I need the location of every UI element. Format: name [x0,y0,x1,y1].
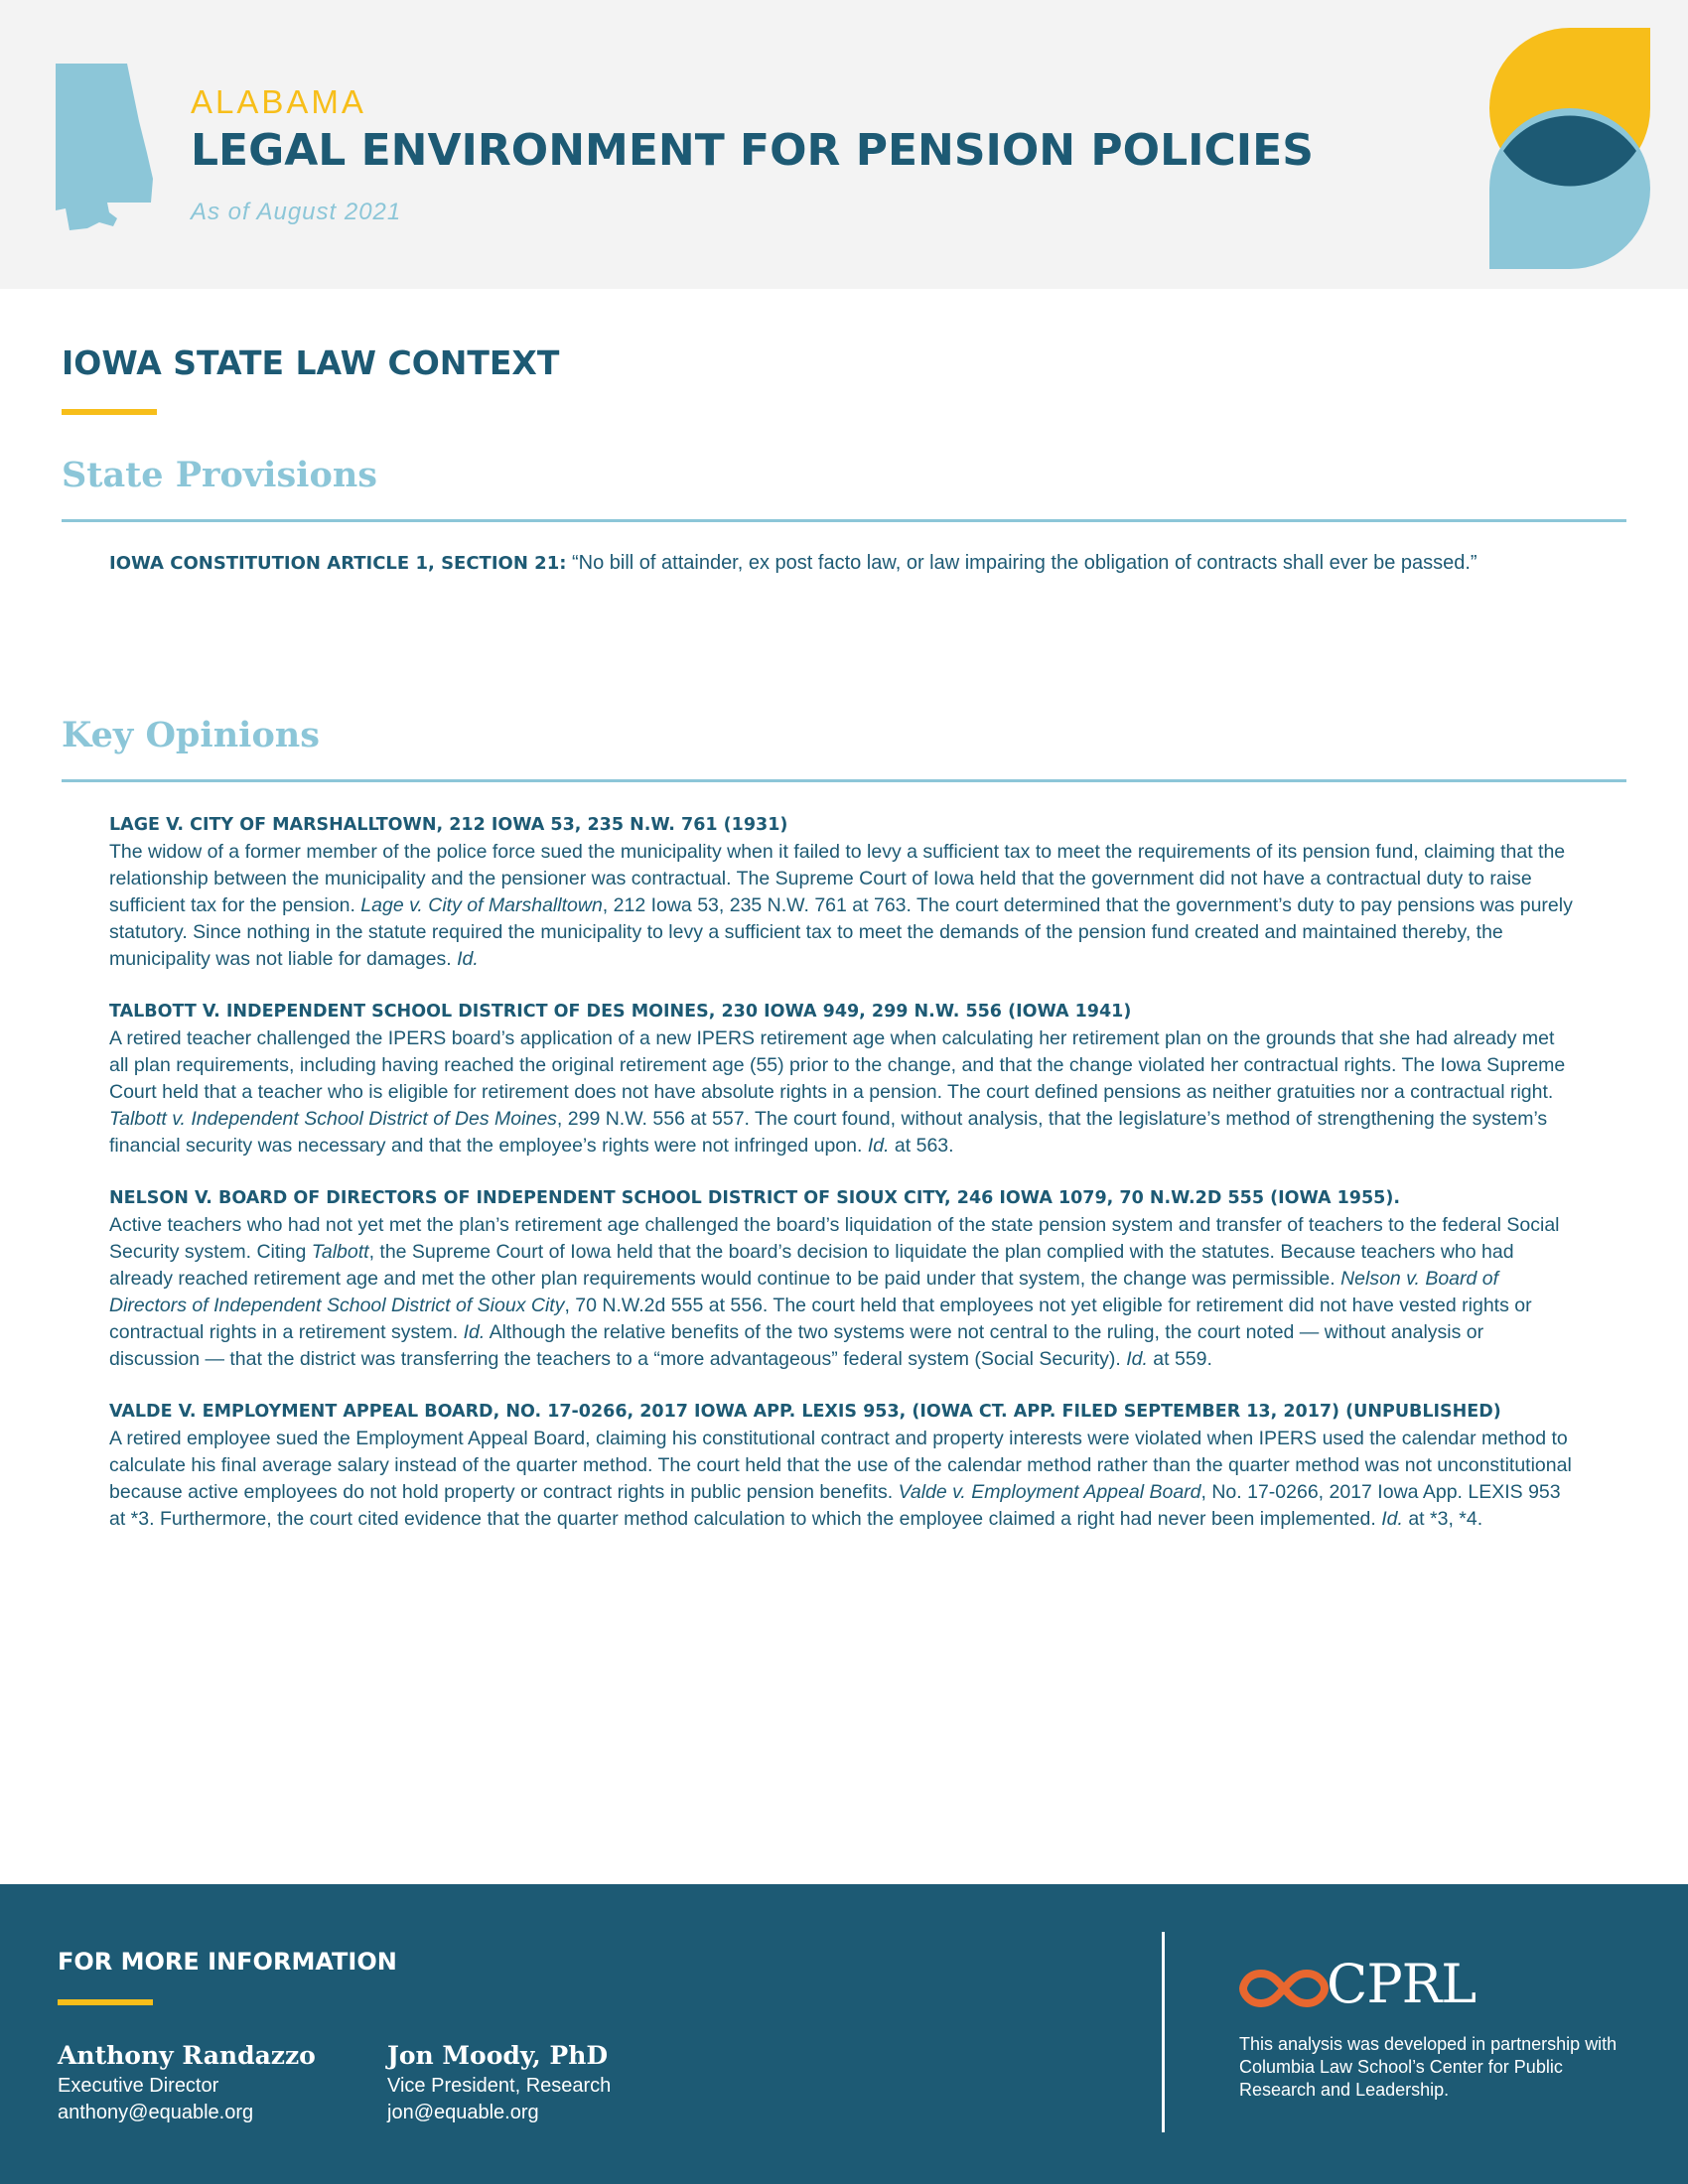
provision-text: “No bill of attainder, ex post facto law, or law impairing the obligation of contracts shall ever be passed.” [571,552,1477,574]
body-text: at 563. [889,1135,954,1157]
footer-divider [1162,1932,1165,2132]
citation-text: Id. [1381,1508,1403,1530]
key-opinions-divider [62,779,1626,782]
body-text: Although the relative benefits of the two systems were not central to the ruling, the court noted — without analysis or discussion — that the district was transferring the teachers to a “more advantageous” federal system (Social Security). [109,1321,1484,1370]
opinion-title: LAGE V. CITY OF MARSHALLTOWN, 212 IOWA 53, 235 N.W. 761 (1931) [109,815,788,835]
body-text: at *3, *4. [1402,1508,1483,1530]
state-provisions-heading: State Provisions [62,455,377,495]
contact-name: Jon Moody, PhD [387,2041,609,2070]
citation-text: Id. [1126,1348,1148,1370]
citation-text: Id. [457,948,479,970]
provision-label: IOWA CONSTITUTION ARTICLE 1, SECTION 21: [109,553,567,574]
body-text: , No. 17-0266, 2017 Iowa App. LEXIS 953 at *3. Furthermore, the court cited evidence that the quarter method calculation to which the employee claimed a right had never been implemented. [109,1481,1561,1530]
key-opinions-heading: Key Opinions [62,715,320,755]
opinion-item [109,812,1579,973]
as-of-date: As of August 2021 [191,199,402,225]
opinion-title: NELSON V. BOARD OF DIRECTORS OF INDEPENDENT SCHOOL DISTRICT OF SIOUX CITY, 246 IOWA 1079, 70 N.W.2D 555 (IOWA 1955). [109,1188,1400,1208]
citation-text: Lage v. City of Marshalltown [360,894,603,916]
opinion-item [109,1185,1579,1373]
contact-email[interactable]: anthony@equable.org [58,2102,254,2123]
state-name: ALABAMA [191,83,366,120]
citation-text: Talbott v. Independent School District of Des Moines [109,1108,557,1130]
citation-text: Nelson v. Board of Directors of Independent School District of Sioux City [109,1268,1499,1316]
footer-title: FOR MORE INFORMATION [58,1948,397,1976]
body-text: A retired teacher challenged the IPERS board’s application of a new IPERS retirement age when calculating her retirement plan on the grounds that she had already met all plan requirements, including having reached the original retirement age (55) prior to the change, and that the change violated her contractual rights. The Iowa Supreme Court held that a teacher who is eligible for retirement does not have absolute rights in a pension. The court defined pensions as neither gratuities nor a contractual right. [109,1027,1566,1103]
citation-text: Talbott [311,1241,369,1263]
opinion-item [109,999,1579,1160]
page-header [0,0,1688,289]
citation-text: Id. [867,1135,890,1157]
body-text: at 559. [1147,1348,1212,1370]
body-text: , 299 N.W. 556 at 557. The court found, without analysis, that the legislature’s method of strengthening the system’s financial security was necessary and that the employee’s rights were not infringed upon. [109,1108,1548,1157]
footer-title-underline [58,1999,153,2005]
opinion-title: VALDE V. EMPLOYMENT APPEAL BOARD, NO. 17-0266, 2017 IOWA APP. LEXIS 953, (IOWA CT. APP. FILED SEPTEMBER 13, 2017) (UNPUBLISHED) [109,1402,1501,1422]
contact-email[interactable]: jon@equable.org [387,2102,539,2123]
opinion-title: TALBOTT V. INDEPENDENT SCHOOL DISTRICT OF DES MOINES, 230 IOWA 949, 299 N.W. 556 (IOWA 1941) [109,1002,1132,1022]
opinion-item [109,1399,1579,1533]
state-provisions-divider [62,519,1626,522]
page-footer [0,1884,1688,2184]
contact-name: Anthony Randazzo [58,2041,316,2070]
opinion-body [109,839,1579,973]
infinity-icon [1239,1960,1329,2017]
citation-text: Id. [463,1321,486,1343]
body-text: Active teachers who had not yet met the plan’s retirement age challenged the board’s liquidation of the state pension system and transfer of teachers to the federal Social Security system. Citing [109,1214,1560,1263]
contact-card [58,2039,316,2126]
body-text: The widow of a former member of the police force sued the municipality when it failed to levy a sufficient tax to meet the requirements of its pension fund, claiming that the relationship between the municipality and the pensioner was contractual. The Supreme Court of Iowa held that the government did not have a contractual duty to raise sufficient tax for the pension. [109,841,1566,916]
opinion-body [109,1426,1579,1533]
document-title: LEGAL ENVIRONMENT FOR PENSION POLICIES [191,125,1314,176]
alabama-map-icon [48,62,159,230]
section-title: IOWA STATE LAW CONTEXT [62,343,560,382]
equable-logo-icon [1489,28,1650,269]
body-text: , 70 N.W.2d 555 at 556. The court held that employees not yet eligible for retirement did not have vested rights or contractual rights in a retirement system. [109,1295,1532,1343]
opinions-list [109,812,1579,1559]
body-text: A retired employee sued the Employment Appeal Board, claiming his constitutional contract and property interests were violated when IPERS used the calendar method to calculate his final average salary instead of the quarter method. The court held that the use of the calendar method rather than the quarter method was not unconstitutional because active employees do not hold property or contract rights in public pension benefits. [109,1428,1572,1503]
contact-role: Executive Director [58,2075,219,2097]
citation-text: Valde v. Employment Appeal Board [898,1481,1201,1503]
partner-note: This analysis was developed in partnership with Columbia Law School’s Center for Public Research and Leadership. [1239,2034,1618,2100]
contact-role: Vice President, Research [387,2075,612,2097]
contact-card [387,2039,611,2126]
opinion-body [109,1212,1579,1373]
opinion-body [109,1025,1579,1160]
cprl-logo-text: CPRL [1327,1953,1477,2015]
title-underline [62,409,157,415]
provision-item [109,550,1589,577]
body-text: , 212 Iowa 53, 235 N.W. 761 at 763. The court determined that the government’s duty to pay pensions was purely statutory. Since nothing in the statute required the municipality to levy a sufficient tax to meet the demands of the pension fund created and maintained thereby, the municipality was not liable for damages. [109,894,1573,970]
body-text: , the Supreme Court of Iowa held that the board’s decision to liquidate the plan complied with the statutes. Because teachers who had already reached retirement age and met the other plan requirements would continue to be paid under that system, the change was permissible. [109,1241,1514,1290]
